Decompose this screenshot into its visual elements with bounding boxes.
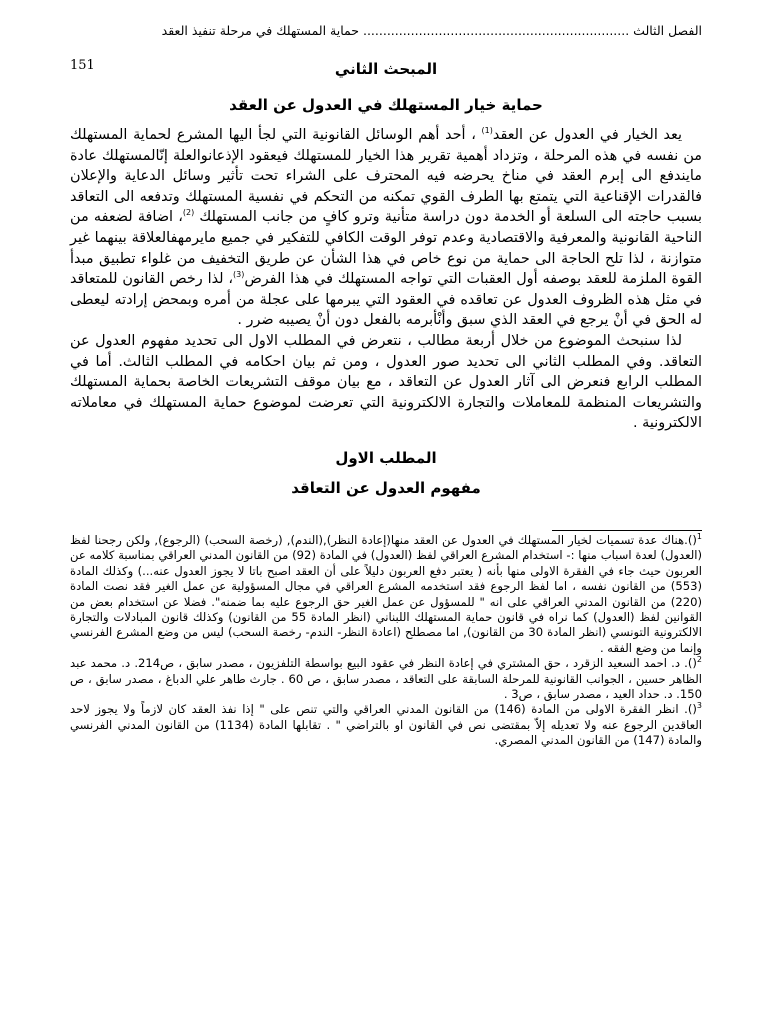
footnote-2-mark: 2 bbox=[696, 655, 702, 665]
footnote-ref-1[interactable]: (1) bbox=[481, 126, 493, 136]
section-title: المبحث الثاني bbox=[334, 60, 438, 78]
footnote-2-text: (). د. احمد السعيد الزقرد ، حق المشتري في إعادة النظر في عقود البيع بواسطة التلفزيون ، مصدر سابق ، ص214. د. محمد عبد الظاهر حسين ، الجوانب القانونية للمرحلة السابقة على التعاقد ، مصدر سابق ، ص 60 . جارث طاهر علي الدباغ ، مصدر سابق ، ص 150. د. حداد العيد ، مصدر سابق ، ص3 . bbox=[70, 656, 702, 701]
section-subtitle: حماية خيار المستهلك في العدول عن العقد bbox=[229, 96, 543, 114]
document-page bbox=[70, 22, 702, 749]
footnote-ref-3[interactable]: (3) bbox=[233, 270, 245, 280]
footnote-2 bbox=[70, 656, 702, 702]
p1-part-d: ، لذا رخص القانون للمتعاقد في مثل هذه الظروف العدول عن تعاقده في العقود التي يبرمها على عجلة من أمره وبمحض إرادته ليعطى له الحق في أنْ يرجع في العقد الذي سبق وأنْأبرمه بالفعل دون أنْ يصيبه ضرر . bbox=[70, 271, 702, 329]
p1-part-c: ، اضافة لضعفه من الناحية القانونية والمعرفية والاقتصادية وعدم توفر الوقت الكافي للتفكير في جميع مايرمهفالعلاقة بينهما غير متوازنة ، لذا تلح الحاجة الى حماية من نوع خاص في هذا الشأن عن طريق التخفيف من غلواء تطبيق مبدأ القوة الملزمة للعقد بوصفه أول العقبات التي تواجه المستهلك في هذا الفرض bbox=[70, 209, 702, 288]
footnotes bbox=[70, 533, 702, 749]
footnote-1-text: ().هناك عدة تسميات لخيار المستهلك في العدول عن العقد منها(إعادة النظر),(الندم), (رخصة السحب) (الرجوع), ولكن رجحنا لفظ (العدول) لعدة اسباب منها :- استخدام المشرع العراقي لفظ (العدول) في المادة (92) من القانون المدني العراقي بمناسبة كلامه عن العربون حيث جاء في الفقرة الاولى منها بأنه ( يعتبر دفع العربون دليلاً على أن العقد اصبح باتا لا يجوز العدول عنه...) وكذلك المادة (553) من القانون نفسه ، اما لفظ الرجوع فقد استخدمه المشرع العراقي في مجال المسؤولية عن عمل الغير فقد نصت المادة (220) من القانون المدني العراقي على انه " للمسؤول عن عمل الغير حق الرجوع عليه بما ضمنه". فضلا عن استخدام بعض من القوانين لفظ (العدول) كما نراه في قانون حماية المستهلك اللبناني (انظر المادة 55 من القانون) وكذلك قانون المبادلات والتجارة الالكترونية التونسي (انظر المادة 30 من القانون), اما مصطلح (اعادة النظر- الندم- رخصة السحب) ليس من وضع المشرع الفرنسي وإنما من وضع الفقه . bbox=[70, 532, 702, 655]
p1-part-a: يعد الخيار في العدول عن العقد bbox=[492, 127, 682, 143]
footnote-3 bbox=[70, 702, 702, 748]
body-paragraph-2: لذا سنبحث الموضوع من خلال أربعة مطالب ، نتعرض في المطلب الاول الى تحديد مفهوم العدول عن التعاقد. وفي المطلب الثاني الى تحديد صور العدول ، ومن ثم بيان احكامه في المطلب الثالث. أما في المطلب الرابع فنعرض الى آثار العدول عن التعاقد ، مع بيان موقف التشريعات الخاصة بحماية المستهلك والتشريعات المنظمة للمعاملات والتجارة الالكترونية التي تعرضت لموضوع حماية المستهلك في معاملاته الالكترونية . bbox=[70, 332, 702, 432]
page-number: 151 bbox=[70, 58, 95, 73]
body-paragraph-1 bbox=[70, 125, 702, 331]
footnote-3-mark: 3 bbox=[696, 701, 702, 711]
footnote-3-text: (). انظر الفقرة الاولى من المادة (146) من القانون المدني العراقي والتي تنص على " إذا نفذ العقد كان لازماً ولا يجوز لاحد العاقدين الرجوع عنه ولا تعديله إلاّ بمقتضى نص في القانون او بالتراضي " . تقابلها المادة (1134) من القانون المدني الفرنسي والمادة (147) من القانون المدني المصري. bbox=[70, 702, 702, 748]
running-header: الفصل الثالث ................................................................... حماية المستهلك في مرحلة تنفيذ العقد bbox=[161, 23, 702, 38]
footnote-1-mark: 1 bbox=[696, 532, 702, 542]
subsection-subtitle: مفهوم العدول عن التعاقد bbox=[291, 478, 481, 497]
subsection-title: المطلب الاول bbox=[335, 448, 437, 467]
footnote-1 bbox=[70, 533, 702, 656]
footnote-separator bbox=[552, 530, 702, 531]
p1-part-b: ، أحد أهم الوسائل القانونية التي لجأ اليها المشرع لحماية المستهلك من نفسه في هذه المرحلة ، وتزداد أهمية تقرير هذا الخيار للمستهلك فيعقود الإذعانوالعلة إنّالمستهلك عادة مايندفع الى إبرم العقد في مناخ يحرضه فيه المحترف على الشراء تحت تأثير وسائل الدعاية والإعلان فالقدرات الإقناعية التي يتمتع بها الطرف القوي تمكنه من التحكم في نفسية المستهلك وتدفعه الى التعاقد بسبب حاجته الى السلعة أو الخدمة دون دراسة متأنية وترو كافٍ من جانب المستهلك bbox=[70, 127, 703, 226]
footnote-ref-2[interactable]: (2) bbox=[182, 208, 195, 218]
